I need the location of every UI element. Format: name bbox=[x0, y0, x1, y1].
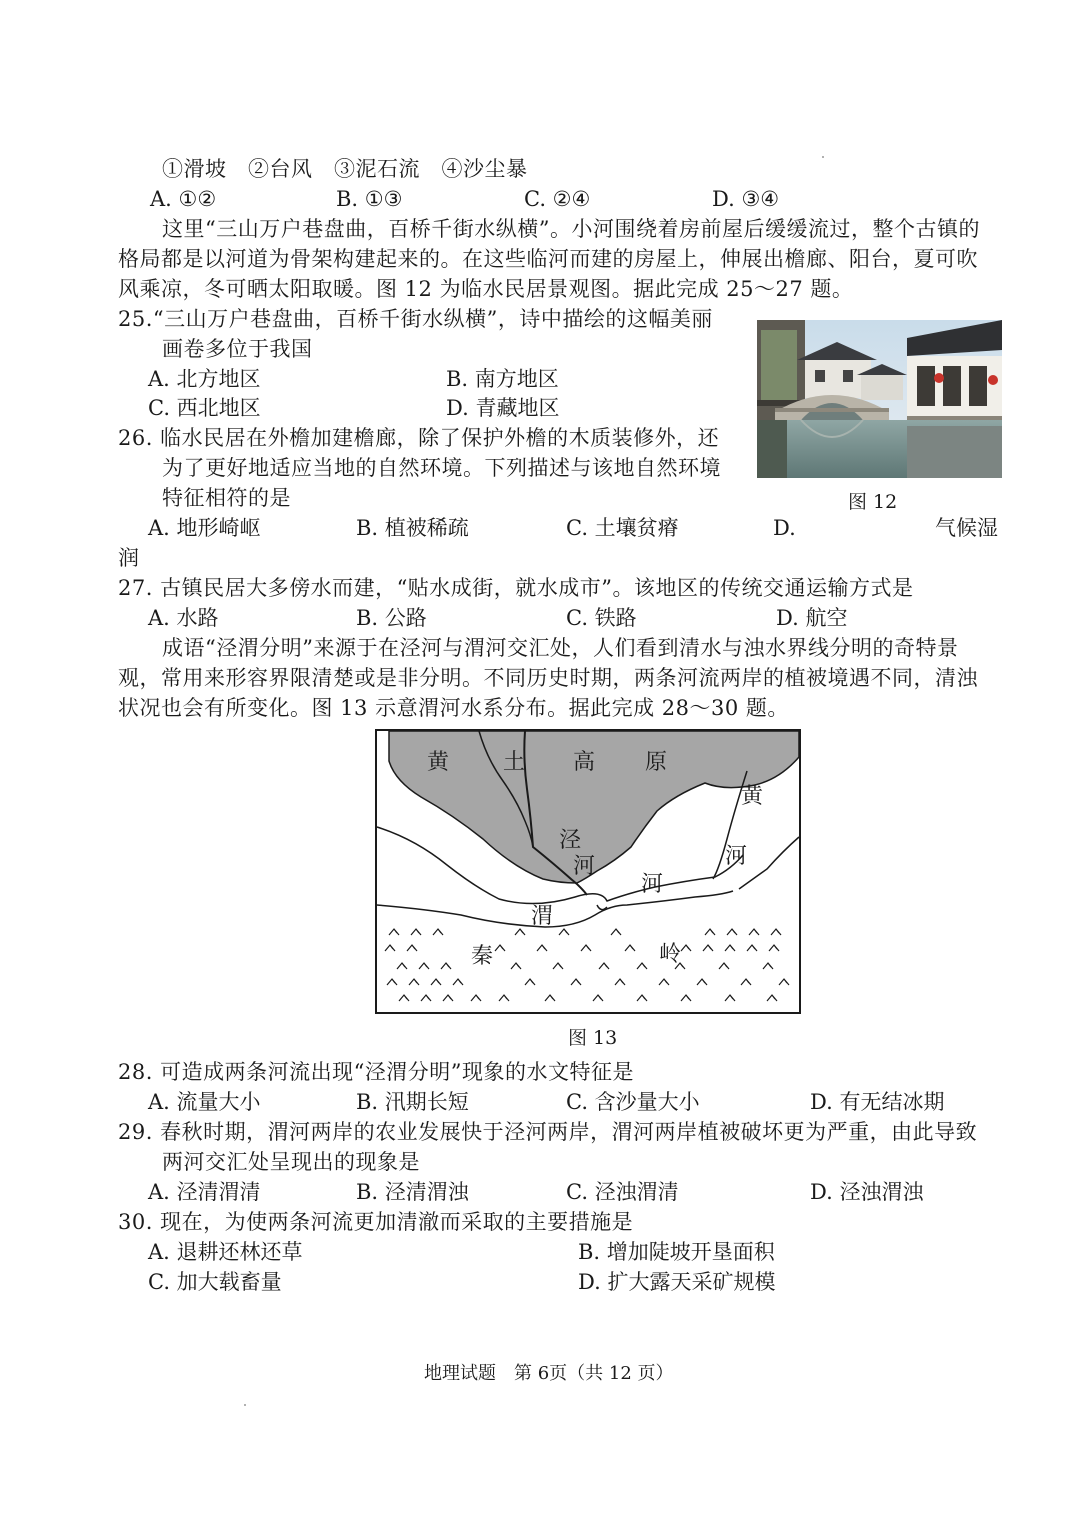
q26-option-c: C. 土壤贫瘠 bbox=[566, 516, 679, 540]
map-label-tu: 土 bbox=[503, 750, 526, 775]
q29-option-c: C. 泾浊渭清 bbox=[566, 1180, 679, 1204]
q24-option-c: C. ②④ bbox=[524, 187, 591, 211]
figure-13-caption: 图 13 bbox=[568, 1027, 618, 1049]
passage1-line2: 格局都是以河道为骨架构建起来的。在这些临河而建的房屋上，伸展出檐廊、阳台，夏可吹 bbox=[118, 247, 978, 271]
q25-stem-line2: 画卷多位于我国 bbox=[162, 337, 313, 361]
q30-option-a: A. 退耕还林还草 bbox=[148, 1240, 303, 1264]
q24-option-a: A. ①② bbox=[150, 187, 217, 211]
q26-option-d-text: 气候湿 bbox=[935, 516, 998, 540]
q29-stem-line2: 两河交汇处呈现出的现象是 bbox=[162, 1150, 420, 1174]
page-footer: 地理试题 第 6页（共 12 页） bbox=[424, 1363, 674, 1384]
map-label-ling: 岭 bbox=[659, 942, 682, 967]
weihe-river-system-map bbox=[375, 729, 801, 1014]
q28-option-a: A. 流量大小 bbox=[148, 1090, 261, 1114]
passage1-line3: 风乘凉，冬可晒太阳取暖。图 12 为临水民居景观图。据此完成 25～27 题。 bbox=[118, 277, 854, 301]
map-label-qin: 秦 bbox=[471, 944, 494, 969]
q25-option-c: C. 西北地区 bbox=[148, 396, 261, 420]
q28-option-c: C. 含沙量大小 bbox=[566, 1090, 700, 1114]
q28-option-d: D. 有无结冰期 bbox=[810, 1090, 945, 1114]
q29-option-a: A. 泾清渭清 bbox=[148, 1180, 261, 1204]
canal-town-illustration bbox=[757, 320, 1002, 478]
q25-option-a: A. 北方地区 bbox=[148, 367, 261, 391]
q29-option-d: D. 泾浊渭浊 bbox=[810, 1180, 924, 1204]
q27-option-a: A. 水路 bbox=[148, 606, 219, 630]
q27-stem: 27. 古镇民居大多傍水而建，“贴水成街，就水成市”。该地区的传统交通运输方式是 bbox=[118, 576, 914, 600]
q30-option-d: D. 扩大露天采矿规模 bbox=[578, 1270, 776, 1294]
map-label-wei-he: 河 bbox=[641, 872, 664, 897]
q24-option-b: B. ①③ bbox=[336, 187, 403, 211]
map-label-huang-river: 黄 bbox=[741, 784, 764, 809]
map-label-wei: 渭 bbox=[531, 904, 554, 929]
q29-option-b: B. 泾清渭浊 bbox=[356, 1180, 469, 1204]
q30-option-c: C. 加大载畜量 bbox=[148, 1270, 282, 1294]
passage2-line3: 状况也会有所变化。图 13 示意渭河水系分布。据此完成 28～30 题。 bbox=[118, 696, 789, 720]
figure-12-photo bbox=[757, 320, 1002, 478]
q25-option-d: D. 青藏地区 bbox=[446, 396, 560, 420]
q28-stem: 28. 可造成两条河流出现“泾渭分明”现象的水文特征是 bbox=[118, 1060, 635, 1084]
q26-option-d-letter: D. bbox=[773, 516, 796, 540]
passage1-line1: 这里“三山万户巷盘曲，百桥千街水纵横”。小河围绕着房前屋后缓缓流过，整个古镇的 bbox=[162, 217, 980, 241]
q27-option-d: D. 航空 bbox=[776, 606, 848, 630]
q27-option-b: B. 公路 bbox=[356, 606, 427, 630]
map-label-yuan: 原 bbox=[645, 750, 668, 775]
map-label-huang-he: 河 bbox=[725, 844, 748, 869]
map-label-jing-he: 河 bbox=[573, 854, 596, 879]
map-label-huang: 黄 bbox=[427, 750, 450, 775]
q26-stem-line1: 26. 临水民居在外檐加建檐廊，除了保护外檐的木质装修外，还 bbox=[118, 426, 720, 450]
q24-option-d: D. ③④ bbox=[712, 187, 780, 211]
scan-speck bbox=[822, 156, 824, 158]
q26-option-d-text-wrap: 润 bbox=[118, 546, 139, 570]
q30-option-b: B. 增加陡坡开垦面积 bbox=[578, 1240, 775, 1264]
passage2-line1: 成语“泾渭分明”来源于在泾河与渭河交汇处，人们看到清水与浊水界线分明的奇特景 bbox=[162, 636, 959, 660]
q26-option-a: A. 地形崎岖 bbox=[148, 516, 261, 540]
q28-option-b: B. 汛期长短 bbox=[356, 1090, 469, 1114]
q26-option-b: B. 植被稀疏 bbox=[356, 516, 469, 540]
figure-13-map bbox=[375, 729, 801, 1014]
map-label-gao: 高 bbox=[573, 750, 596, 775]
q26-stem-line2: 为了更好地适应当地的自然环境。下列描述与该地自然环境 bbox=[162, 456, 721, 480]
passage2-line2: 观，常用来形容界限清楚或是非分明。不同历史时期，两条河流两岸的植被境遇不同，清浊 bbox=[118, 666, 978, 690]
q24-items: ①滑坡 ②台风 ③泥石流 ④沙尘暴 bbox=[162, 157, 528, 181]
q26-stem-line3: 特征相符的是 bbox=[162, 486, 291, 510]
q25-option-b: B. 南方地区 bbox=[446, 367, 559, 391]
q30-stem: 30. 现在，为使两条河流更加清澈而采取的主要措施是 bbox=[118, 1210, 634, 1234]
q25-stem-line1: 25.“三山万户巷盘曲，百桥千街水纵横”，诗中描绘的这幅美丽 bbox=[118, 307, 713, 331]
figure-12-caption: 图 12 bbox=[848, 491, 898, 513]
q27-option-c: C. 铁路 bbox=[566, 606, 637, 630]
q29-stem-line1: 29. 春秋时期，渭河两岸的农业发展快于泾河两岸，渭河两岸植被破坏更为严重，由此导致 bbox=[118, 1120, 978, 1144]
scan-speck bbox=[244, 1404, 246, 1406]
map-label-jing: 泾 bbox=[559, 828, 582, 853]
